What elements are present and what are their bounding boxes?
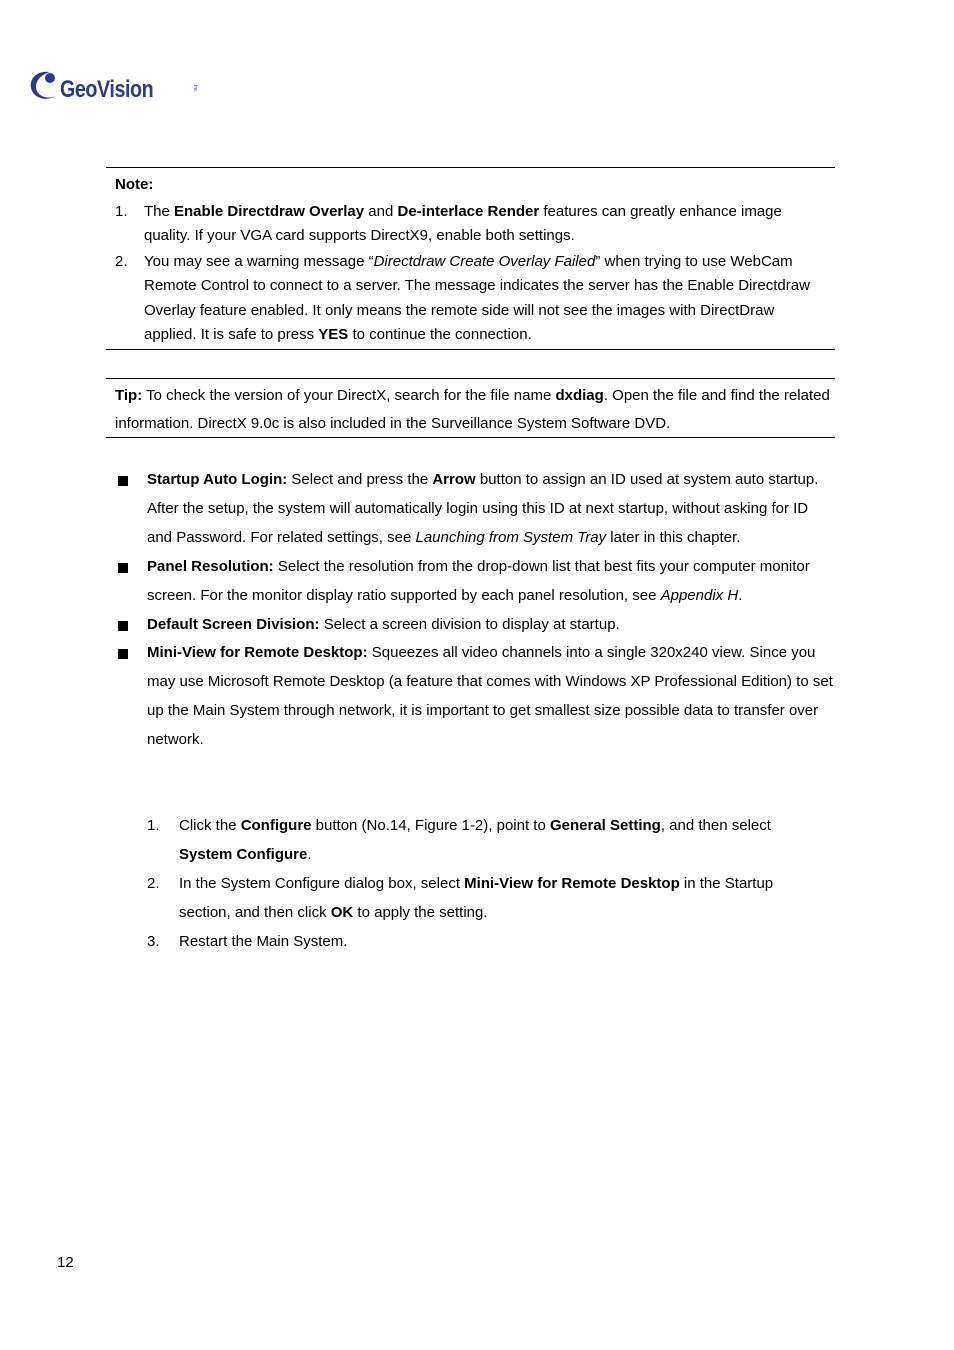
step-number: 1. [147,817,160,834]
bullet-item-startup-auto-login: Startup Auto Login: Select and press the Arrow button to assign an ID used at system auto startup. After the setup, the system will automatically login using this ID at next startup, without asking for ID and Password. For related settings, see Launching from System Tray later in this chapter. [116,466,836,553]
note-item-number: 2. [115,253,128,270]
bullet-item-mini-view: Mini-View for Remote Desktop: Squeezes all video channels into a single 320x240 view. Since you may use Microsoft Remote Desktop (a feature that comes with Windows XP Professional Edition) to set up the Main System through network, it is important to get smallest size possible data to transfer over network. [116,639,836,755]
bullet-item-panel-resolution: Panel Resolution: Select the resolution from the drop-down list that best fits your computer monitor screen. For the monitor display ratio supported by each panel resolution, see Appendix H. [116,553,836,611]
geovision-logo [28,68,198,104]
step-item: 1. Click the Configure button (No.14, Figure 1-2), point to General Setting, and then select System Configure. [147,812,827,870]
step-item: 2. In the System Configure dialog box, select Mini-View for Remote Desktop in the Startup section, and then click OK to apply the setting. [147,870,827,928]
note-item-text: You may see a warning message “Directdraw Create Overlay Failed” when trying to use WebCam Remote Control to connect to a server. The message indicates the server has the Enable Directdraw Overlay feature enabled. It only means the remote side will not see the images with DirectDraw applied. It is safe to press YES to continue the connection. [144,253,810,343]
page-number: 12 [57,1254,74,1271]
bullet-square-icon [118,649,128,659]
steps-list [147,812,827,957]
tip-text: Tip: To check the version of your DirectX, search for the file name dxdiag. Open the file and find the related information. DirectX 9.0c is also included in the Surveillance System Software DVD. [115,387,830,432]
note-box [106,167,835,350]
tip-label: Tip: [115,387,143,404]
settings-bullet-list [116,466,836,755]
note-item-text: The Enable Directdraw Overlay and De-interlace Render features can greatly enhance image quality. If your VGA card supports DirectX9, enable both settings. [144,203,782,245]
bullet-square-icon [118,563,128,573]
note-item [115,200,830,249]
step-item: 3. Restart the Main System. [147,928,827,957]
geovision-swirl-icon [28,68,62,104]
tip-box [106,378,835,438]
logo-text: GeoVision [60,76,154,103]
bullet-item-default-screen-division: Default Screen Division: Select a screen division to display at startup. [116,611,836,640]
note-title: Note: [115,176,154,193]
step-number: 2. [147,874,160,892]
bullet-square-icon [118,476,128,486]
bullet-square-icon [118,621,128,631]
step-number: 3. [147,932,160,950]
note-item-number: 1. [115,203,128,220]
logo-small-text: Inc. [192,85,198,94]
note-item [115,250,830,347]
